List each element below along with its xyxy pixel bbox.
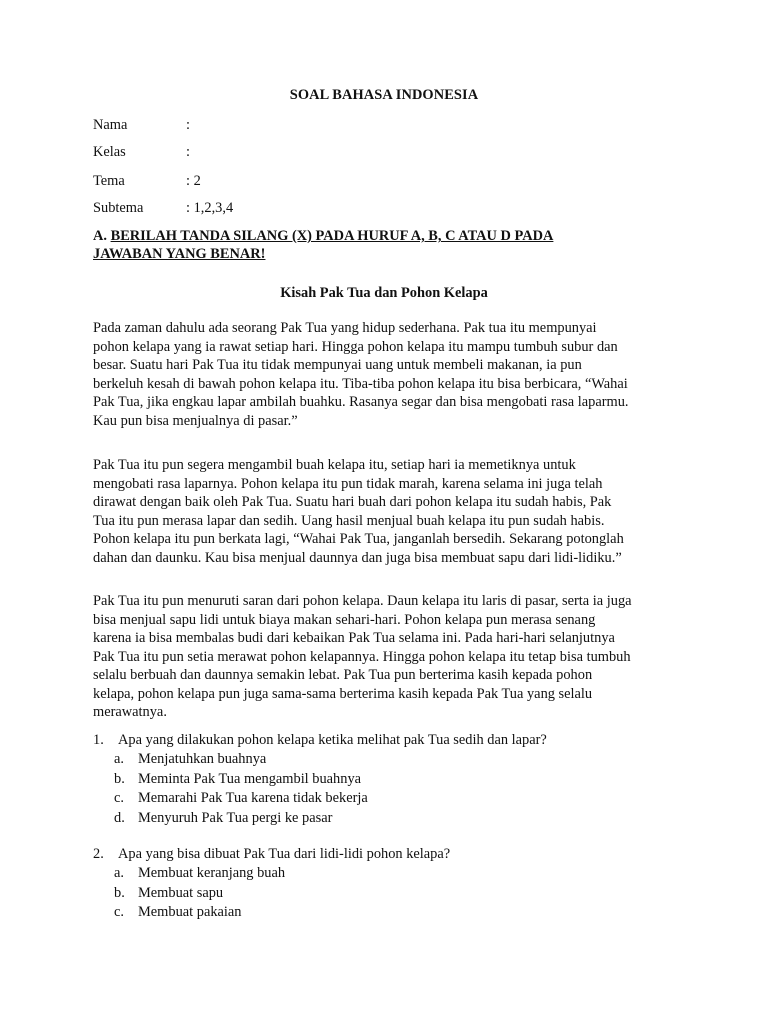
paragraph-line: Tua itu pun merasa lapar dan sedih. Uang hasil menjual buah kelapa itu pun sudah habis.: [93, 512, 605, 529]
paragraph-line: berkeluh kesah di bawah pohon kelapa itu. Tiba-tiba pohon kelapa itu bisa berbicara, “Wahai: [93, 375, 628, 392]
option-letter: a.: [114, 865, 124, 881]
option-letter: d.: [114, 809, 125, 826]
paragraph-line: Kau pun bisa menjualnya di pasar.”: [93, 412, 298, 429]
question-number: 1.: [93, 732, 104, 748]
paragraph-line: selalu berbuah dan daunnya semakin lebat. Pak Tua pun berterima kasih kepada pohon: [93, 667, 593, 683]
document-title: SOAL BAHASA INDONESIA: [289, 87, 479, 103]
section-a-prefix: A.: [93, 228, 111, 244]
question-stem: [93, 845, 693, 864]
option-text: Membuat pakaian: [138, 904, 242, 920]
paragraph-line: pohon kelapa yang ia rawat setiap hari. Hingga pohon kelapa itu mampu tumbuh subur dan: [93, 338, 618, 355]
question-2: [93, 845, 693, 923]
story-title: Kisah Pak Tua dan Pohon Kelapa: [280, 285, 488, 301]
option-letter: b.: [114, 770, 125, 787]
answer-option: [93, 750, 693, 770]
paragraph-line: Pak Tua itu pun menuruti saran dari pohon kelapa. Daun kelapa itu laris di pasar, serta ia juga: [93, 593, 632, 609]
paragraph-line: merawatnya.: [93, 704, 167, 720]
meta-label-tema: Tema: [93, 173, 125, 189]
answer-option: [93, 809, 693, 829]
paragraph-line: Pak Tua, jika engkau lapar ambilah buahku. Rasanya segar dan bisa mengobati rasa laparmu.: [93, 394, 629, 410]
paragraph-line: mengobati rasa laparnya. Pohon kelapa itu pun tidak marah, karena selama ini juga telah: [93, 475, 603, 492]
section-a-line2: JAWABAN YANG BENAR!: [93, 246, 266, 262]
paragraph-line: Pak Tua itu pun segera mengambil buah kelapa itu, setiap hari ia memetiknya untuk: [93, 457, 576, 473]
paragraph-3: [93, 592, 683, 722]
meta-value-subtema: : 1,2,3,4: [186, 200, 234, 216]
option-letter: c.: [114, 790, 124, 806]
paragraph-line: dahan dan daunku. Kau bisa menjual daunnya dan juga bisa membuat sapu dari lidi-lidiku.”: [93, 549, 622, 566]
option-text: Membuat keranjang buah: [138, 865, 286, 881]
question-number: 2.: [93, 846, 104, 862]
question-text: Apa yang bisa dibuat Pak Tua dari lidi-lidi pohon kelapa?: [118, 846, 451, 862]
option-text: Menyuruh Pak Tua pergi ke pasar: [138, 809, 333, 826]
option-text: Menjatuhkan buahnya: [138, 751, 267, 767]
paragraph-line: dirawat dengan baik oleh Pak Tua. Suatu hari buah dari pohon kelapa itu sudah habis, Pak: [93, 494, 612, 510]
paragraph-line: Pohon kelapa itu pun berkata lagi, “Wahai Pak Tua, janganlah bersedih. Sekarang potonglah: [93, 531, 624, 547]
option-text: Meminta Pak Tua mengambil buahnya: [138, 770, 362, 787]
option-letter: c.: [114, 904, 124, 920]
paragraph-line: bisa menjual sapu lidi untuk biaya makan sehari-hari. Pohon kelapa pun merasa senang: [93, 611, 596, 628]
paragraph-line: Pada zaman dahulu ada seorang Pak Tua yang hidup sederhana. Pak tua itu mempunyai: [93, 320, 597, 336]
meta-label-nama: Nama: [93, 117, 128, 133]
meta-label-kelas: Kelas: [93, 144, 126, 160]
option-letter: a.: [114, 751, 124, 767]
section-a-instruction: [93, 227, 623, 263]
question-1: [93, 731, 693, 828]
answer-option: [93, 864, 693, 884]
question-text: Apa yang dilakukan pohon kelapa ketika melihat pak Tua sedih dan lapar?: [118, 732, 547, 748]
paragraph-line: karena ia bisa membalas budi dari kebaikan Pak Tua selama ini. Pada hari-hari selanjutnya: [93, 630, 615, 646]
meta-value-tema: : 2: [186, 173, 201, 189]
meta-value-kelas: :: [186, 144, 190, 160]
answer-option: [93, 770, 693, 790]
paragraph-1: [93, 319, 683, 430]
option-text: Membuat sapu: [138, 884, 224, 901]
question-stem: [93, 731, 693, 750]
meta-label-subtema: Subtema: [93, 200, 144, 216]
meta-value-nama: :: [186, 117, 190, 133]
answer-option: [93, 884, 693, 904]
paragraph-line: kelapa, pohon kelapa pun juga sama-sama berterima kasih kepada Pak Tua yang selalu: [93, 685, 593, 702]
option-letter: b.: [114, 884, 125, 901]
paragraph-line: Pak Tua itu pun setia merawat pohon kelapannya. Hingga pohon kelapa itu tetap bisa tumbuh: [93, 648, 631, 665]
section-a-line1: BERILAH TANDA SILANG (X) PADA HURUF A, B, C ATAU D PADA: [110, 228, 554, 244]
paragraph-line: besar. Suatu hari Pak Tua itu tidak mempunyai uang untuk membeli makanan, ia pun: [93, 357, 582, 373]
answer-option: [93, 903, 693, 923]
paragraph-2: [93, 456, 683, 567]
option-text: Memarahi Pak Tua karena tidak bekerja: [138, 790, 368, 806]
answer-option: [93, 789, 693, 809]
